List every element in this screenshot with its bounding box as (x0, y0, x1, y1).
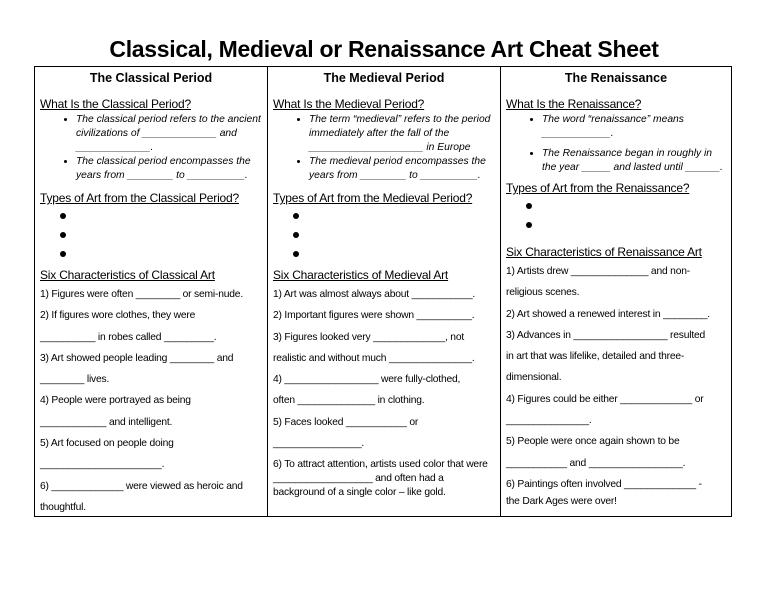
classical-chars-heading: Six Characteristics of Classical Art (40, 268, 215, 282)
bullet-blank (524, 216, 726, 235)
renaissance-chars-heading: Six Characteristics of Renaissance Art (506, 245, 702, 259)
renaissance-what-heading: What Is the Renaissance? (506, 97, 642, 111)
medieval-definition-item: • The term “medieval” refers to the period immediately after the fall of the ____________________ in Europe (309, 113, 495, 155)
bullet-blank (524, 197, 726, 216)
char-line: 1) Figures were often ________ or semi-nude. (40, 289, 243, 300)
char-line: 1) Artists drew ______________ and non- (506, 266, 690, 277)
bullet-blank (58, 226, 262, 245)
renaissance-types-heading: Types of Art from the Renaissance? (506, 181, 690, 195)
renaissance-definition-item: • The word “renaissance” means ____________. (542, 113, 726, 141)
char-line: 4) People were portrayed as being (40, 395, 191, 407)
char-line: in art that was lifelike, detailed and three- (506, 351, 685, 363)
char-line: religious scenes. (506, 287, 580, 299)
medieval-what-heading: What Is the Medieval Period? (273, 97, 425, 111)
renaissance-definition-list (506, 113, 726, 175)
char-line: thoughtful. (40, 501, 86, 513)
char-line: 3) Art showed people leading ________ and (40, 352, 234, 364)
medieval-types-heading: Types of Art from the Medieval Period? (273, 191, 473, 205)
char-line: 3) Figures looked very _____________, not (273, 331, 465, 343)
char-line: __________ in robes called _________. (40, 331, 217, 343)
char-line: 6) Paintings often involved _____________ - (506, 478, 702, 490)
renaissance-column (501, 67, 731, 516)
renaissance-chars-list (506, 261, 726, 509)
bullet-blank (291, 207, 495, 226)
cheat-sheet-table (34, 66, 732, 517)
renaissance-definition-item: • The Renaissance began in roughly in the year _____ and lasted until ______. (542, 147, 726, 175)
char-line: 2) Important figures were shown __________. (273, 310, 475, 322)
char-line: ____________ and intelligent. (40, 416, 173, 428)
renaissance-header: The Renaissance (564, 71, 668, 85)
char-line: dimensional. (506, 372, 562, 384)
bullet-blank (58, 245, 262, 264)
classical-header: The Classical Period (89, 71, 213, 85)
classical-types-heading: Types of Art from the Classical Period? (40, 191, 239, 205)
char-line: ________________. (273, 438, 365, 450)
medieval-definition-item: • The medieval period encompasses the years from ________ to __________. (309, 155, 495, 183)
char-line: 3) Advances in _________________ resulted (506, 329, 706, 341)
char-line: often ______________ in clothing. (273, 395, 425, 407)
classical-definition-item: • The classical period refers to the ancient civilizations of _____________ and _____________. (76, 113, 262, 155)
bullet-blank (58, 207, 262, 226)
char-line: _______________. (506, 415, 592, 427)
char-line: 6) To attract attention, artists used color that were __________________ and often had a background of a single color – like gold. (273, 459, 488, 499)
medieval-column (268, 67, 501, 516)
char-line: 5) Art focused on people doing (40, 438, 174, 450)
classical-chars-list (40, 284, 262, 518)
char-line: 1) Art was almost always about ___________. (273, 289, 476, 300)
medieval-types-list (273, 207, 495, 264)
bullet-blank (291, 226, 495, 245)
char-line: 2) Art showed a renewed interest in ________. (506, 308, 710, 320)
renaissance-types-list (506, 197, 726, 235)
classical-column (35, 67, 268, 516)
char-line: ___________ and _________________. (506, 457, 686, 469)
char-line: 6) _____________ were viewed as heroic and (40, 480, 243, 492)
char-line: ______________________. (40, 459, 165, 471)
char-line: 5) Faces looked ___________ or (273, 416, 419, 428)
classical-definition-item: • The classical period encompasses the years from ________ to __________. (76, 155, 262, 183)
medieval-header: The Medieval Period (323, 71, 445, 85)
medieval-chars-heading: Six Characteristics of Medieval Art (273, 268, 449, 282)
classical-types-list (40, 207, 262, 264)
char-line: realistic and without much _______________. (273, 352, 475, 364)
page-title: Classical, Medieval or Renaissance Art Cheat Sheet (109, 36, 659, 62)
char-line: ________ lives. (40, 374, 110, 386)
char-line: the Dark Ages were over! (506, 496, 617, 508)
bullet-blank (291, 245, 495, 264)
medieval-definition-list (273, 113, 495, 183)
char-line: 4) _________________ were fully-clothed, (273, 374, 461, 386)
classical-what-heading: What Is the Classical Period? (40, 97, 191, 111)
medieval-chars-list (273, 284, 495, 500)
classical-definition-list (40, 113, 262, 183)
char-line: 5) People were once again shown to be (506, 436, 680, 448)
char-line: 2) If figures wore clothes, they were (40, 310, 196, 322)
char-line: 4) Figures could be either _____________ or (506, 393, 704, 405)
